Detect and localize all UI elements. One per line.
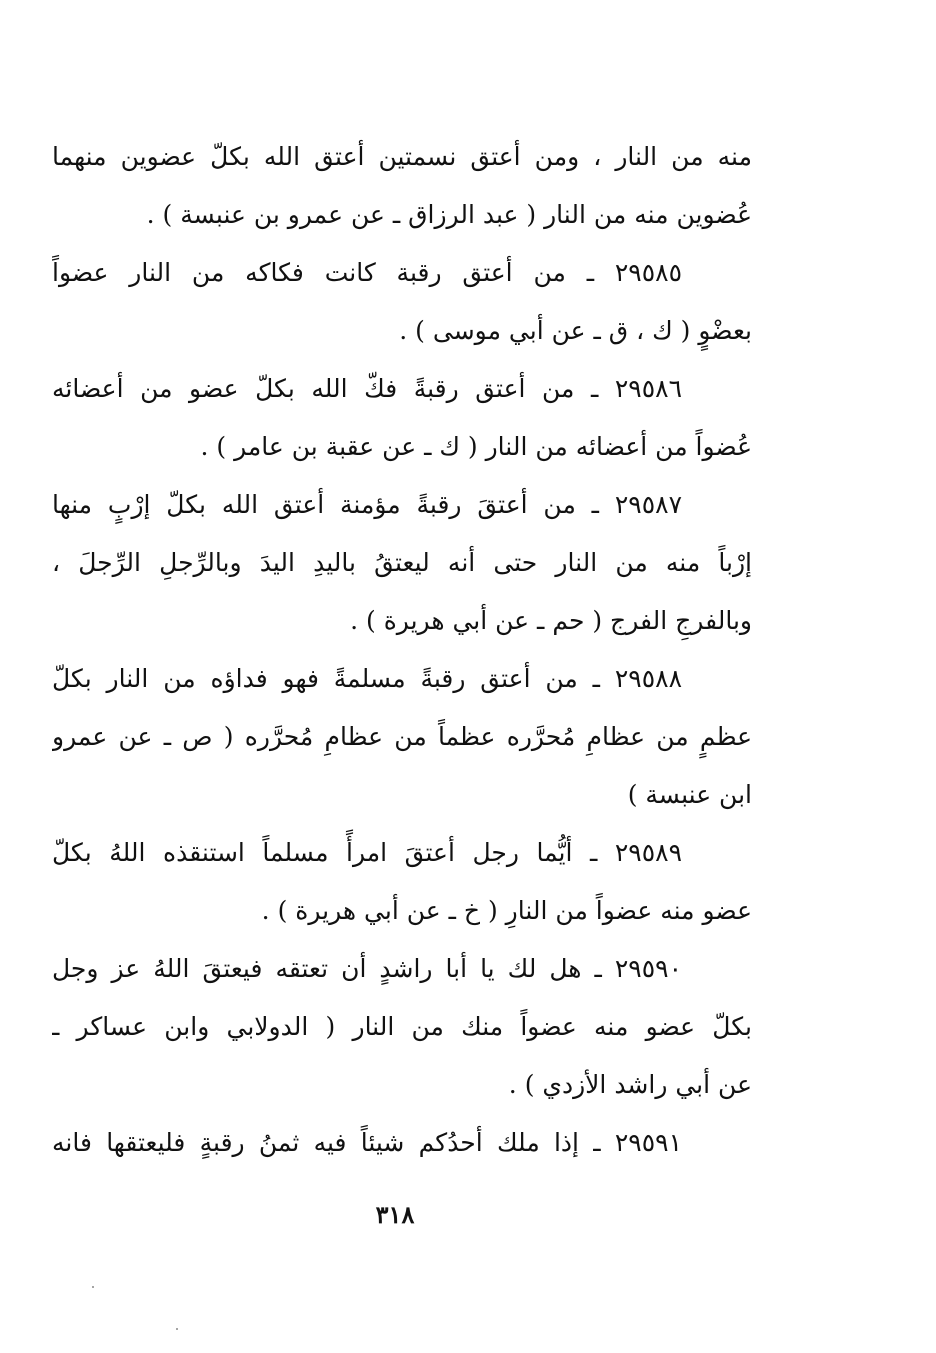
text-line: بكلّ عضو منه عضواً منك من النار ( الدولابي وابن عساكر ـ xyxy=(52,1012,752,1041)
hadith-text-block xyxy=(52,128,752,1172)
text-line: عُضواً من أعضائه من النار ( ك ـ عن عقبة بن عامر ) . xyxy=(200,432,752,461)
text-line: عضو منه عضواً من النارِ ( خ ـ عن أبي هريرة ) . xyxy=(261,896,752,925)
hadith-29589-start: ٢٩٥٨٩ ـ أيُّما رجل أعتقَ امرأً مسلماً استنقذه اللهُ بكلّ xyxy=(52,838,682,867)
hadith-29591-start: ٢٩٥٩١ ـ إذا ملك أحدُكم شيئاً فيه ثمنُ رقبةٍ فليعتقها فانه xyxy=(52,1128,682,1157)
hadith-29587-start: ٢٩٥٨٧ ـ من أعتقَ رقبةً مؤمنة أعتق الله بكلّ إرْبٍ منها xyxy=(52,490,682,519)
text-line: وبالفرجِ الفرج ( حم ـ عن أبي هريرة ) . xyxy=(350,606,752,635)
scan-speck xyxy=(92,1286,94,1288)
text-line: منه من النار ، ومن أعتق نسمتين أعتق الله بكلّ عضوين منهما xyxy=(52,142,752,171)
text-line: عُضوين منه من النار ( عبد الرزاق ـ عن عمرو بن عنبسة ) . xyxy=(146,200,752,229)
text-line: بعضْوٍ ( ك ، ق ـ عن أبي موسى ) . xyxy=(399,316,752,345)
text-line: عن أبي راشد الأزدي ) . xyxy=(508,1070,752,1099)
hadith-29590-start: ٢٩٥٩٠ ـ هل لك يا أبا راشدٍ أن تعتقه فيعتقَ اللهُ عز وجل xyxy=(52,954,682,983)
scan-speck xyxy=(176,1328,178,1330)
text-line: عظمٍ من عظامِ مُحرَّره عظماً من عظامِ مُحرَّره ( ص ـ عن عمرو xyxy=(52,722,752,751)
text-line: ابن عنبسة ) xyxy=(627,780,752,809)
text-line: إرْباً منه من النار حتى أنه ليعتقُ باليدِ اليدَ وبالرِّجلِ الرِّجلَ ، xyxy=(52,548,752,577)
hadith-29586-start: ٢٩٥٨٦ ـ من أعتق رقبةً فكّ الله بكلّ عضو من أعضائه xyxy=(52,374,682,403)
page-number: ٣١٨ xyxy=(375,1200,415,1229)
hadith-29585-start: ٢٩٥٨٥ ـ من أعتق رقبة كانت فكاكه من النار عضواً xyxy=(52,258,682,287)
hadith-29588-start: ٢٩٥٨٨ ـ من أعتق رقبةً مسلمةً فهو فداؤه من النار بكلّ xyxy=(52,664,682,693)
